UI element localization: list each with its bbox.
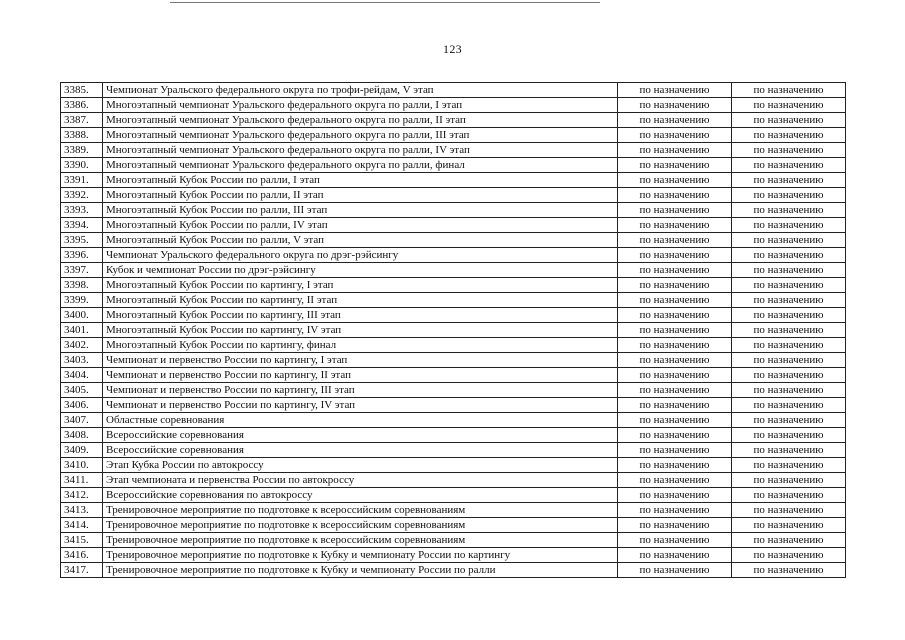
row-number: 3408.: [61, 428, 103, 443]
table-row: [61, 218, 846, 233]
column-a-value: по назначению: [618, 563, 732, 578]
column-b-value: по назначению: [732, 428, 846, 443]
event-name: Многоэтапный чемпионат Уральского федерального округа по ралли, I этап: [103, 98, 618, 113]
event-name: Многоэтапный Кубок России по ралли, II этап: [103, 188, 618, 203]
row-number: 3416.: [61, 548, 103, 563]
column-b-value: по назначению: [732, 98, 846, 113]
column-a-value: по назначению: [618, 98, 732, 113]
row-number: 3415.: [61, 533, 103, 548]
table-row: [61, 353, 846, 368]
row-number: 3386.: [61, 98, 103, 113]
row-number: 3417.: [61, 563, 103, 578]
table-row: [61, 548, 846, 563]
column-a-value: по назначению: [618, 158, 732, 173]
row-number: 3402.: [61, 338, 103, 353]
row-number: 3391.: [61, 173, 103, 188]
table-row: [61, 518, 846, 533]
column-a-value: по назначению: [618, 428, 732, 443]
column-b-value: по назначению: [732, 533, 846, 548]
event-name: Многоэтапный Кубок России по картингу, финал: [103, 338, 618, 353]
column-a-value: по назначению: [618, 248, 732, 263]
column-a-value: по назначению: [618, 458, 732, 473]
event-name: Многоэтапный чемпионат Уральского федерального округа по ралли, финал: [103, 158, 618, 173]
row-number: 3406.: [61, 398, 103, 413]
column-a-value: по назначению: [618, 518, 732, 533]
table-row: [61, 83, 846, 98]
column-a-value: по назначению: [618, 308, 732, 323]
table-row: [61, 473, 846, 488]
column-a-value: по назначению: [618, 383, 732, 398]
row-number: 3395.: [61, 233, 103, 248]
events-table: [60, 82, 846, 578]
event-name: Чемпионат Уральского федерального округа по дрэг-рэйсингу: [103, 248, 618, 263]
table-row: [61, 278, 846, 293]
event-name: Чемпионат и первенство России по картингу, I этап: [103, 353, 618, 368]
column-a-value: по назначению: [618, 413, 732, 428]
column-b-value: по назначению: [732, 503, 846, 518]
column-b-value: по назначению: [732, 338, 846, 353]
table-row: [61, 368, 846, 383]
row-number: 3403.: [61, 353, 103, 368]
event-name: Многоэтапный Кубок России по ралли, V этап: [103, 233, 618, 248]
row-number: 3396.: [61, 248, 103, 263]
event-name: Кубок и чемпионат России по дрэг-рэйсингу: [103, 263, 618, 278]
column-a-value: по назначению: [618, 83, 732, 98]
table-row: [61, 563, 846, 578]
table-row: [61, 413, 846, 428]
column-b-value: по назначению: [732, 278, 846, 293]
row-number: 3412.: [61, 488, 103, 503]
table-row: [61, 338, 846, 353]
column-a-value: по назначению: [618, 353, 732, 368]
column-b-value: по назначению: [732, 248, 846, 263]
column-b-value: по назначению: [732, 548, 846, 563]
event-name: Тренировочное мероприятие по подготовке к Кубку и чемпионату России по ралли: [103, 563, 618, 578]
table-row: [61, 173, 846, 188]
event-name: Многоэтапный чемпионат Уральского федерального округа по ралли, II этап: [103, 113, 618, 128]
event-name: Тренировочное мероприятие по подготовке к всероссийским соревнованиям: [103, 533, 618, 548]
page-number: 123: [443, 42, 462, 56]
event-name: Многоэтапный Кубок России по картингу, III этап: [103, 308, 618, 323]
column-a-value: по назначению: [618, 293, 732, 308]
event-name: Многоэтапный Кубок России по ралли, IV этап: [103, 218, 618, 233]
table-row: [61, 113, 846, 128]
column-a-value: по назначению: [618, 188, 732, 203]
column-b-value: по назначению: [732, 218, 846, 233]
column-b-value: по назначению: [732, 83, 846, 98]
table-row: [61, 308, 846, 323]
column-a-value: по назначению: [618, 143, 732, 158]
event-name: Многоэтапный Кубок России по ралли, III этап: [103, 203, 618, 218]
event-name: Всероссийские соревнования: [103, 428, 618, 443]
event-name: Всероссийские соревнования по автокроссу: [103, 488, 618, 503]
event-name: Этап чемпионата и первенства России по автокроссу: [103, 473, 618, 488]
table-row: [61, 488, 846, 503]
table-row: [61, 128, 846, 143]
column-b-value: по назначению: [732, 233, 846, 248]
column-a-value: по назначению: [618, 218, 732, 233]
column-b-value: по назначению: [732, 353, 846, 368]
row-number: 3389.: [61, 143, 103, 158]
events-table-body: [61, 83, 846, 578]
row-number: 3398.: [61, 278, 103, 293]
column-a-value: по назначению: [618, 278, 732, 293]
row-number: 3399.: [61, 293, 103, 308]
column-b-value: по назначению: [732, 398, 846, 413]
row-number: 3407.: [61, 413, 103, 428]
column-a-value: по назначению: [618, 233, 732, 248]
column-a-value: по назначению: [618, 488, 732, 503]
event-name: Многоэтапный чемпионат Уральского федерального округа по ралли, IV этап: [103, 143, 618, 158]
row-number: 3385.: [61, 83, 103, 98]
row-number: 3413.: [61, 503, 103, 518]
column-b-value: по назначению: [732, 203, 846, 218]
table-row: [61, 428, 846, 443]
column-a-value: по назначению: [618, 533, 732, 548]
table-row: [61, 533, 846, 548]
row-number: 3393.: [61, 203, 103, 218]
column-a-value: по назначению: [618, 173, 732, 188]
row-number: 3388.: [61, 128, 103, 143]
row-number: 3392.: [61, 188, 103, 203]
column-a-value: по назначению: [618, 503, 732, 518]
event-name: Тренировочное мероприятие по подготовке к всероссийским соревнованиям: [103, 503, 618, 518]
event-name: Многоэтапный Кубок России по картингу, I этап: [103, 278, 618, 293]
table-row: [61, 398, 846, 413]
row-number: 3410.: [61, 458, 103, 473]
column-b-value: по назначению: [732, 443, 846, 458]
event-name: Чемпионат Уральского федерального округа по трофи-рейдам, V этап: [103, 83, 618, 98]
column-b-value: по назначению: [732, 473, 846, 488]
row-number: 3390.: [61, 158, 103, 173]
column-b-value: по назначению: [732, 128, 846, 143]
row-number: 3405.: [61, 383, 103, 398]
event-name: Чемпионат и первенство России по картингу, IV этап: [103, 398, 618, 413]
column-a-value: по назначению: [618, 548, 732, 563]
column-a-value: по назначению: [618, 128, 732, 143]
column-a-value: по назначению: [618, 338, 732, 353]
table-row: [61, 263, 846, 278]
column-a-value: по назначению: [618, 398, 732, 413]
row-number: 3401.: [61, 323, 103, 338]
event-name: Всероссийские соревнования: [103, 443, 618, 458]
row-number: 3404.: [61, 368, 103, 383]
column-a-value: по назначению: [618, 443, 732, 458]
event-name: Тренировочное мероприятие по подготовке к Кубку и чемпионату России по картингу: [103, 548, 618, 563]
column-b-value: по назначению: [732, 458, 846, 473]
column-b-value: по назначению: [732, 383, 846, 398]
event-name: Этап Кубка России по автокроссу: [103, 458, 618, 473]
column-b-value: по назначению: [732, 188, 846, 203]
row-number: 3397.: [61, 263, 103, 278]
event-name: Чемпионат и первенство России по картингу, III этап: [103, 383, 618, 398]
event-name: Многоэтапный Кубок России по картингу, II этап: [103, 293, 618, 308]
event-name: Чемпионат и первенство России по картингу, II этап: [103, 368, 618, 383]
table-row: [61, 323, 846, 338]
column-b-value: по назначению: [732, 293, 846, 308]
table-row: [61, 143, 846, 158]
column-b-value: по назначению: [732, 518, 846, 533]
column-a-value: по назначению: [618, 263, 732, 278]
event-name: Тренировочное мероприятие по подготовке к всероссийским соревнованиям: [103, 518, 618, 533]
column-b-value: по назначению: [732, 413, 846, 428]
table-row: [61, 293, 846, 308]
table-row: [61, 188, 846, 203]
event-name: Многоэтапный Кубок России по картингу, IV этап: [103, 323, 618, 338]
column-b-value: по назначению: [732, 323, 846, 338]
row-number: 3400.: [61, 308, 103, 323]
column-a-value: по назначению: [618, 473, 732, 488]
table-row: [61, 458, 846, 473]
column-a-value: по назначению: [618, 113, 732, 128]
table-row: [61, 443, 846, 458]
event-name: Многоэтапный чемпионат Уральского федерального округа по ралли, III этап: [103, 128, 618, 143]
column-b-value: по назначению: [732, 158, 846, 173]
column-b-value: по назначению: [732, 488, 846, 503]
column-b-value: по назначению: [732, 368, 846, 383]
column-a-value: по назначению: [618, 203, 732, 218]
column-b-value: по назначению: [732, 173, 846, 188]
column-b-value: по назначению: [732, 563, 846, 578]
row-number: 3409.: [61, 443, 103, 458]
table-row: [61, 233, 846, 248]
scan-edge-line: [170, 2, 600, 3]
event-name: Многоэтапный Кубок России по ралли, I этап: [103, 173, 618, 188]
row-number: 3414.: [61, 518, 103, 533]
event-name: Областные соревнования: [103, 413, 618, 428]
row-number: 3411.: [61, 473, 103, 488]
table-row: [61, 203, 846, 218]
column-a-value: по назначению: [618, 368, 732, 383]
column-b-value: по назначению: [732, 113, 846, 128]
table-row: [61, 383, 846, 398]
table-row: [61, 98, 846, 113]
table-row: [61, 248, 846, 263]
column-b-value: по назначению: [732, 308, 846, 323]
table-row: [61, 158, 846, 173]
row-number: 3387.: [61, 113, 103, 128]
column-b-value: по назначению: [732, 143, 846, 158]
row-number: 3394.: [61, 218, 103, 233]
column-a-value: по назначению: [618, 323, 732, 338]
table-row: [61, 503, 846, 518]
column-b-value: по назначению: [732, 263, 846, 278]
